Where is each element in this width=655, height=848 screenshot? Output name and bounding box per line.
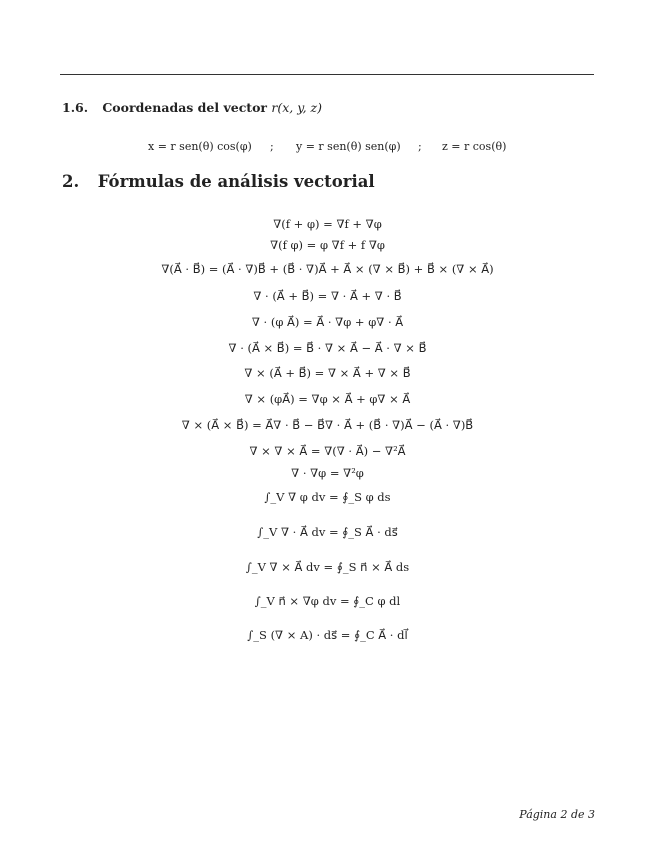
page-footer: Página 2 de 3 bbox=[519, 808, 595, 821]
formula-3: ∇(A⃗ · B⃗) = (A⃗ · ∇)B⃗ + (B⃗ · ∇)A⃗ + A⃗ × (∇ × B⃗) + B⃗ × (∇ × A⃗) bbox=[161, 262, 494, 276]
subsection-title: Coordenadas del vector bbox=[102, 100, 267, 115]
coord-z: z = r cos(θ) bbox=[442, 140, 507, 153]
formula-10: ∇ × ∇ × A⃗ = ∇(∇ · A⃗) − ∇²A⃗ bbox=[249, 444, 406, 458]
coord-sep-2: ; bbox=[418, 140, 422, 153]
coord-x: x = r sen(θ) cos(φ) bbox=[148, 140, 252, 153]
formula-5: ∇ · (φ A⃗) = A⃗ · ∇φ + φ∇ · A⃗ bbox=[251, 315, 404, 329]
formula-11: ∇ · ∇φ = ∇²φ bbox=[291, 466, 364, 480]
formula-15: ∫_V n⃗ × ∇φ dv = ∮_C φ dl bbox=[254, 594, 401, 608]
formula-14: ∫_V ∇ × A⃗ dv = ∮_S n⃗ × A⃗ ds bbox=[245, 560, 410, 574]
coord-y: y = r sen(θ) sen(φ) bbox=[296, 140, 401, 153]
formula-7: ∇ × (A⃗ + B⃗) = ∇ × A⃗ + ∇ × B⃗ bbox=[244, 366, 411, 380]
formula-8: ∇ × (φA⃗) = ∇φ × A⃗ + φ∇ × A⃗ bbox=[244, 392, 411, 406]
formula-9: ∇ × (A⃗ × B⃗) = A⃗∇ · B⃗ − B⃗∇ · A⃗ + (B⃗ · ∇)A⃗ − (A⃗ · ∇)B⃗ bbox=[181, 418, 474, 432]
formula-2: ∇(f φ) = φ ∇f + f ∇φ bbox=[270, 238, 385, 252]
coord-sep-1: ; bbox=[270, 140, 274, 153]
formula-16: ∫_S (∇ × A) · ds⃗ = ∮_C A⃗ · dl⃗ bbox=[247, 628, 408, 642]
section-title: Fórmulas de análisis vectorial bbox=[97, 172, 375, 191]
subsection-vector: r(x, y, z) bbox=[271, 100, 323, 115]
subsection-heading bbox=[62, 100, 322, 115]
header-rule bbox=[60, 74, 594, 75]
subsection-number: 1.6. bbox=[62, 100, 89, 115]
formula-6: ∇ · (A⃗ × B⃗) = B⃗ · ∇ × A⃗ − A⃗ · ∇ × B⃗ bbox=[228, 341, 427, 355]
formula-1: ∇(f + φ) = ∇f + ∇φ bbox=[273, 217, 382, 231]
section-heading bbox=[62, 172, 375, 191]
formula-12: ∫_V ∇ φ dv = ∮_S φ ds bbox=[264, 490, 391, 504]
formula-4: ∇ · (A⃗ + B⃗) = ∇ · A⃗ + ∇ · B⃗ bbox=[253, 289, 402, 303]
section-number: 2. bbox=[62, 172, 80, 191]
formula-13: ∫_V ∇ · A⃗ dv = ∮_S A⃗ · ds⃗ bbox=[257, 525, 398, 539]
